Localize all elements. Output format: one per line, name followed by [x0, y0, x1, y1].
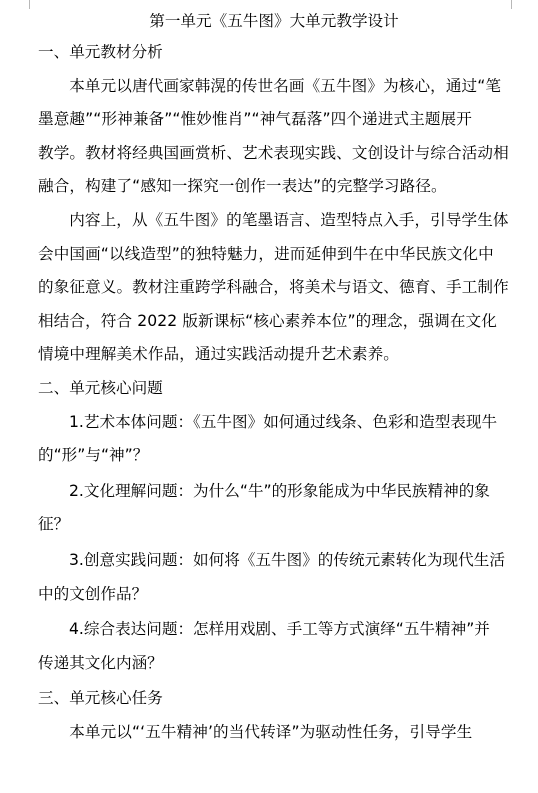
text-line: 中的文创作品？ [38, 584, 148, 603]
text-line: 墨意趣”“形神兼备”“惟妙惟肖”“神气磊落”四个递进式主题展开 [38, 110, 472, 129]
text-line: 3.创意实践问题：如何将《五牛图》的传统元素转化为现代生活 [69, 550, 505, 569]
section-heading: 三、单元核心任务 [38, 689, 163, 708]
text-line: 2.文化理解问题：为什么“牛”的形象能成为中华民族精神的象 [69, 481, 490, 500]
section-heading: 二、单元核心问题 [38, 378, 163, 397]
paragraph [38, 716, 510, 750]
question-item [38, 406, 510, 473]
question-item [38, 475, 510, 542]
document-body [38, 6, 510, 749]
text-line: 本单元以唐代画家韩滉的传世名画《五牛图》为核心，通过“笔 [69, 76, 502, 95]
question-item [38, 544, 510, 611]
text-line: 本单元以“‘五牛精神’的当代转译”为驱动性任务，引导学生 [69, 722, 473, 741]
section-heading: 一、单元教材分析 [38, 43, 163, 61]
page-corner-mark [20, 0, 30, 9]
text-line: 相结合，符合 2022 版新课标“核心素养本位”的理念，强调在文化 [38, 311, 497, 330]
text-line: 1.艺术本体问题：《五牛图》如何通过线条、色彩和造型表现牛 [69, 412, 498, 431]
text-line: 4.综合表达问题：怎样用戏剧、手工等方式演绎“五牛精神”并 [69, 620, 490, 639]
text-line: 的“形”与“神”？ [38, 446, 149, 465]
text-line: 的象征意义。教材注重跨学科融合，将美术与语文、德育、手工制作 [38, 278, 509, 297]
page-corner-mark [511, 0, 521, 9]
text-line: 教学。教材将经典国画赏析、艺术表现实践、文创设计与综合活动相 [38, 143, 509, 162]
text-line: 传递其文化内涵？ [38, 653, 163, 672]
paragraph [38, 70, 510, 204]
text-line: 会中国画“以线造型”的独特魅力，进而延伸到牛在中华民族文化中 [38, 244, 494, 263]
paragraph [38, 204, 510, 372]
text-line: 情境中理解美术作品，通过实践活动提升艺术素养。 [38, 345, 399, 364]
document-title: 第一单元《五牛图》大单元教学设计 [149, 12, 399, 30]
text-line: 内容上，从《五牛图》的笔墨语言、造型特点入手，引导学生体 [69, 210, 509, 229]
question-item [38, 613, 510, 680]
text-line: 融合，构建了“感知一探究一创作一表达”的完整学习路径。 [38, 177, 447, 196]
text-line: 征？ [38, 515, 70, 534]
